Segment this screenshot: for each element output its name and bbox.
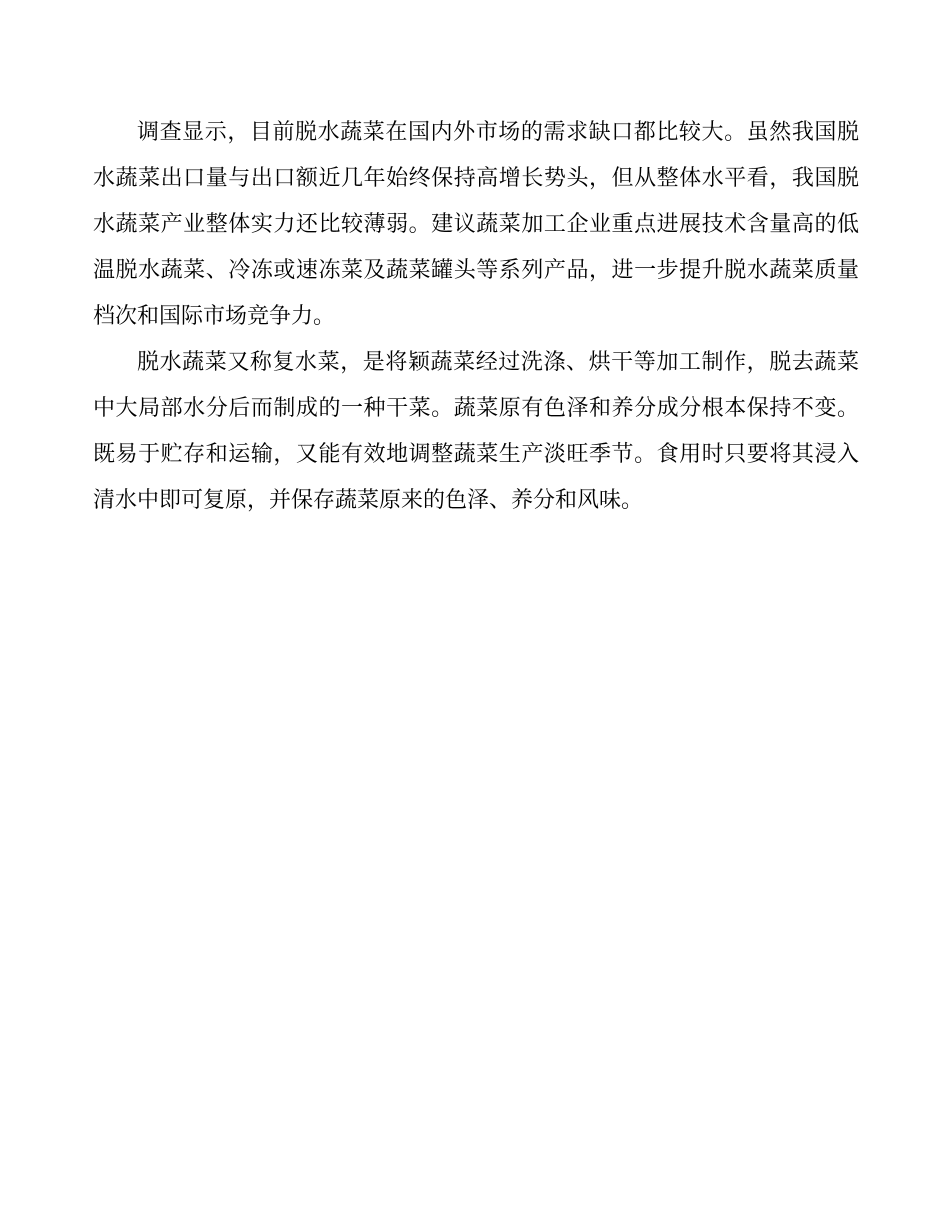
paragraph-dehydrated-vegetables: 脱水蔬菜又称复水菜，是将颖蔬菜经过洗涤、烘干等加工制作，脱去蔬菜中大局部水分后而制成的一种干菜。蔬菜原有色泽和养分成分根本保持不变。既易于贮存和运输，又能有效地调整蔬菜生产淡旺季节。食用时只要将其浸入清水中即可复原，并保存蔬菜原来的色泽、养分和风味。 [93,350,859,513]
paragraph-market-demand: 调查显示，目前脱水蔬菜在国内外市场的需求缺口都比较大。虽然我国脱水蔬菜出口量与出口额近几年始终保持高增长势头，但从整体水平看，我国脱水蔬菜产业整体实力还比较薄弱。建议蔬菜加工企业重点进展技术含量高的低温脱水蔬菜、冷冻或速冻菜及蔬菜罐头等系列产品，进一步提升脱水蔬菜质量档次和国际市场竞争力。 [93,120,859,329]
document-body [93,110,859,524]
